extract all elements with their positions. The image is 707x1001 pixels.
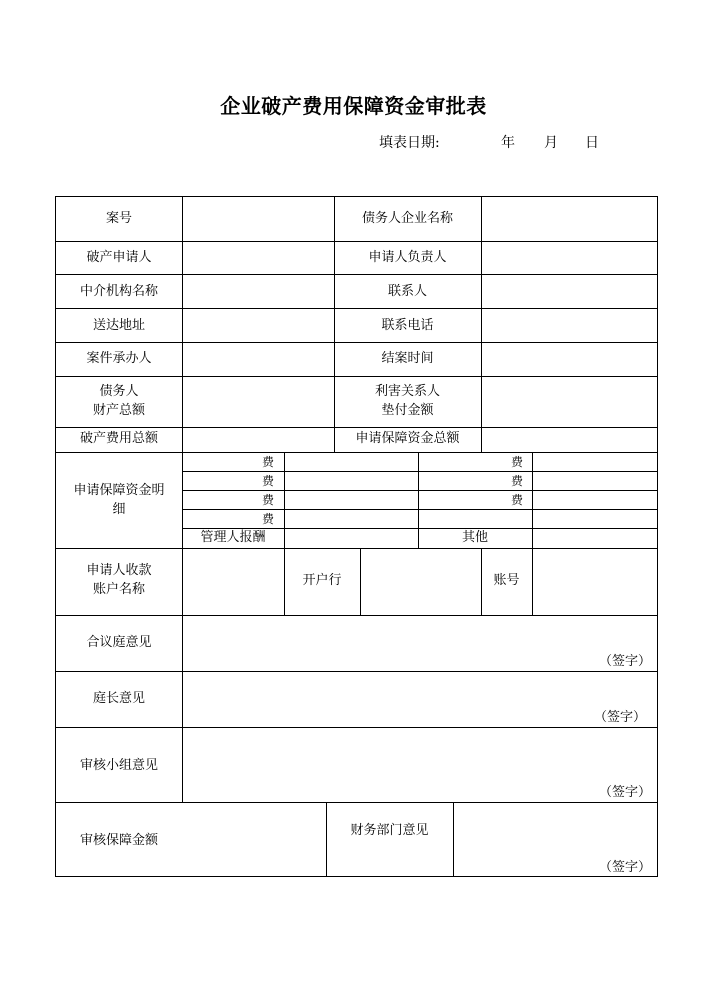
phone-label: 联系电话: [381, 318, 434, 333]
fee-item: 费: [262, 455, 275, 469]
case-no-label: 案号: [105, 211, 132, 226]
review-group-opinion-label: 审核小组意见: [79, 758, 158, 773]
approval-form-table: [55, 196, 658, 877]
stakeholder-label-1: 利害关系人: [374, 384, 440, 399]
fee-item: 费: [262, 493, 275, 507]
sign-mark: （签字）: [594, 710, 647, 725]
close-time-label: 结案时间: [381, 351, 434, 366]
debtor-assets-label-2: 财产总额: [92, 403, 145, 418]
fee-item: 费: [511, 474, 524, 488]
admin-pay-label: 管理人报酬: [200, 530, 266, 545]
other-label: 其他: [461, 530, 488, 545]
president-opinion-label: 庭长意见: [92, 691, 145, 706]
approved-amount-label: 审核保障金额: [79, 833, 158, 848]
fee-item: 费: [511, 493, 524, 507]
total-apply-label: 申请保障资金总额: [355, 431, 460, 446]
fee-item: 费: [511, 455, 524, 469]
detail-label-2: 细: [112, 502, 126, 517]
sign-mark: （签字）: [599, 860, 652, 875]
sign-mark: （签字）: [599, 785, 652, 800]
fill-date-label: 填表日期:: [379, 135, 440, 151]
account-no-label: 账号: [493, 573, 520, 588]
fee-item: 费: [262, 512, 275, 526]
account-label-2: 账户名称: [92, 582, 145, 597]
bank-label: 开户行: [302, 573, 342, 588]
stakeholder-label-2: 垫付金额: [381, 403, 434, 418]
finance-opinion-label: 财务部门意见: [350, 823, 429, 838]
date-month: 月: [544, 135, 558, 151]
applicant-label: 破产申请人: [86, 250, 152, 265]
total-fee-label: 破产费用总额: [79, 431, 158, 446]
applicant-head-label: 申请人负责人: [368, 250, 447, 265]
sign-mark: （签字）: [599, 654, 652, 669]
detail-label-1: 申请保障资金明: [73, 483, 165, 498]
debtor-name-label: 债务人企业名称: [361, 211, 453, 226]
fee-item: 费: [262, 474, 275, 488]
debtor-assets-label-1: 债务人: [99, 384, 139, 399]
form-title: 企业破产费用保障资金审批表: [220, 94, 487, 118]
address-label: 送达地址: [92, 318, 145, 333]
account-label-1: 申请人收款: [86, 563, 152, 578]
date-day: 日: [585, 135, 599, 151]
handler-label: 案件承办人: [86, 351, 152, 366]
panel-opinion-label: 合议庭意见: [86, 635, 152, 650]
date-year: 年: [501, 135, 515, 151]
agency-name-label: 中介机构名称: [79, 284, 158, 299]
contact-label: 联系人: [387, 284, 427, 299]
